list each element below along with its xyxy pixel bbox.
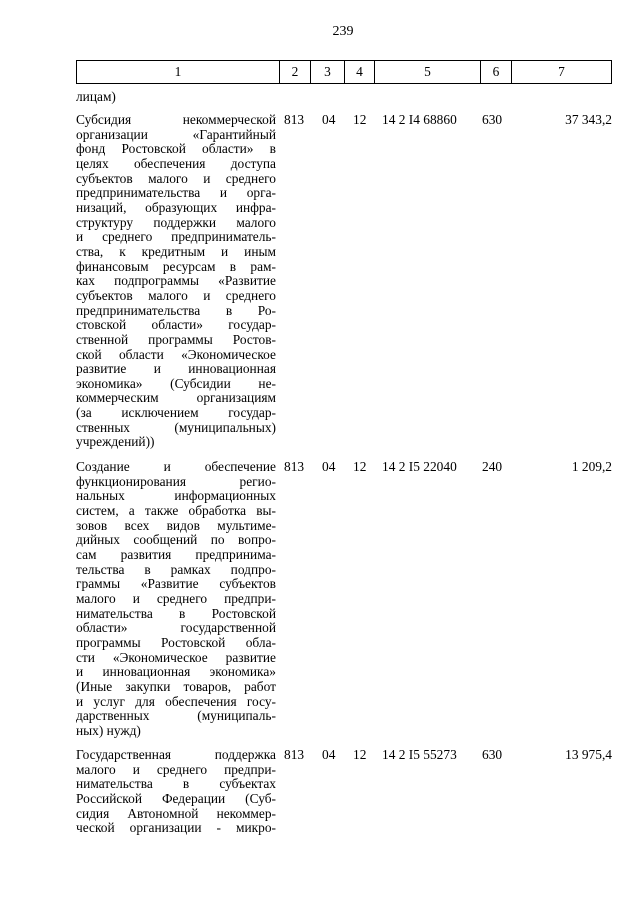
description-line: организации «Гарантийный [76, 126, 276, 142]
row-description [76, 460, 276, 738]
target-article-code: 14 2 I5 55273 [382, 747, 457, 762]
amount-value: 13 975,4 [565, 747, 612, 762]
description-line: зовов всех видов мультиме- [76, 517, 276, 533]
description-line: дарственных (муниципаль- [76, 708, 276, 724]
description-line: и среднего предприниматель- [76, 229, 276, 245]
description-line: Государственная поддержка [76, 747, 276, 762]
amount-value: 1 209,2 [571, 459, 612, 474]
description-line: ственной программы Ростов- [76, 331, 276, 347]
header-col-1: 1 [77, 61, 280, 83]
table-row [76, 459, 612, 738]
description-line: ках подпрограммы «Развитие [76, 273, 276, 289]
description-line: дийных сообщений по вопро- [76, 532, 276, 548]
description-line: субъектов малого и среднего [76, 287, 276, 303]
header-col-6: 6 [481, 61, 512, 83]
description-line: предпринимательства в Ро- [76, 302, 276, 318]
description-line: коммерческим организациям [76, 390, 276, 406]
subsection-code: 12 [353, 459, 367, 474]
description-line: нимательства в Ростовской [76, 605, 276, 621]
ved-code: 813 [284, 112, 305, 127]
description-line: Российской Федерации (Суб- [76, 790, 276, 806]
description-line: ской области «Экономическое [76, 346, 276, 362]
table-header [76, 60, 612, 84]
description-line: сти «Экономическое развитие [76, 649, 276, 665]
description-line: финансовым ресурсам в рам- [76, 258, 276, 274]
description-line: предпринимательства и орга- [76, 185, 276, 201]
description-line: ства, к кредитным и иным [76, 243, 276, 259]
row-description [76, 748, 276, 836]
description-line: сидия Автономной некоммер- [76, 805, 276, 821]
section-code: 04 [322, 747, 336, 762]
description-line: тельства в рамках подпро- [76, 561, 276, 577]
description-line: (Иные закупки товаров, работ [76, 678, 276, 694]
description-line: Создание и обеспечение [76, 459, 276, 474]
ved-code: 813 [284, 459, 305, 474]
description-line: ных) нужд) [76, 722, 141, 738]
subsection-code: 12 [353, 747, 367, 762]
description-line: фонд Ростовской области» в [76, 141, 276, 157]
description-line: нальных информационных [76, 488, 276, 504]
description-line: функционирования регио- [76, 473, 276, 489]
description-line: целях обеспечения доступа [76, 155, 276, 171]
description-line: (за исключением государ- [76, 405, 276, 421]
description-line: малого и среднего предпри- [76, 761, 276, 777]
description-line: ственных (муниципальных) [76, 419, 276, 435]
table-row [76, 747, 612, 836]
page-number: 239 [332, 24, 354, 39]
description-line: учреждений)) [76, 434, 155, 450]
description-line: развитие и инновационная [76, 361, 276, 377]
description-line: нимательства в субъектах [76, 776, 276, 792]
ved-code: 813 [284, 747, 305, 762]
table-row [76, 112, 612, 450]
description-line: ческой организации - микро- [76, 820, 276, 836]
section-code: 04 [322, 459, 336, 474]
expense-type-code: 630 [482, 747, 503, 762]
description-line: структуру поддержки малого [76, 214, 276, 230]
description-line: граммы «Развитие субъектов [76, 576, 276, 592]
subsection-code: 12 [353, 112, 367, 127]
expense-type-code: 240 [482, 459, 503, 474]
header-col-3: 3 [311, 61, 345, 83]
header-col-5: 5 [375, 61, 481, 83]
description-line: низаций, образующих инфра- [76, 199, 276, 215]
row-description [76, 113, 276, 450]
target-article-code: 14 2 I5 22040 [382, 459, 457, 474]
description-line: экономика» (Субсидии не- [76, 375, 276, 391]
description-line: Субсидия некоммерческой [76, 112, 276, 127]
description-line: сам развития предпринима- [76, 546, 276, 562]
description-line: и инновационная экономика» [76, 664, 276, 680]
header-col-7: 7 [558, 64, 565, 79]
description-line: субъектов малого и среднего [76, 170, 276, 186]
description-line: и услуг для обеспечения госу- [76, 693, 276, 709]
header-col-2: 2 [280, 61, 311, 83]
description-line: области» государственной [76, 620, 276, 636]
amount-value: 37 343,2 [565, 112, 612, 127]
expense-type-code: 630 [482, 112, 503, 127]
continuation-text: лицам) [76, 89, 116, 104]
target-article-code: 14 2 I4 68860 [382, 112, 457, 127]
header-col-4: 4 [345, 61, 375, 83]
section-code: 04 [322, 112, 336, 127]
description-line: программы Ростовской обла- [76, 634, 276, 650]
description-line: стовской области» государ- [76, 317, 276, 333]
description-line: малого и среднего предпри- [76, 590, 276, 606]
description-line: систем, а также обработка вы- [76, 502, 276, 518]
